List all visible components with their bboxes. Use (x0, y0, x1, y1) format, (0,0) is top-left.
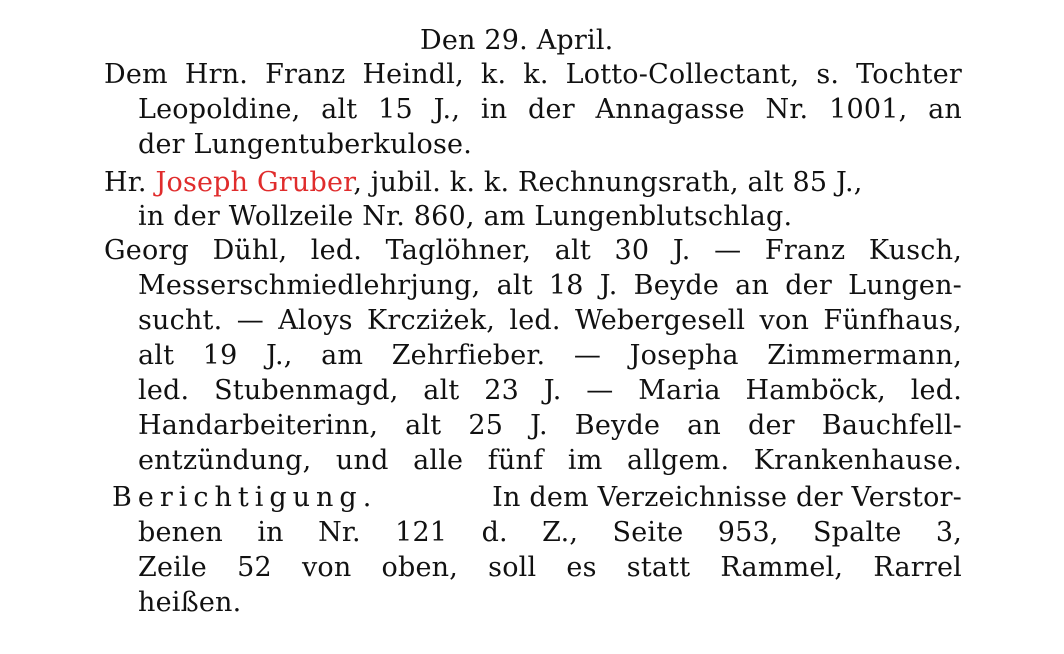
entry-1-line-2: Leopoldine, alt 15 J., in der Annagasse Nr. 1001, an (138, 94, 962, 125)
entry-1-line-3: der Lungentuberkulose. (138, 129, 472, 160)
entry-2-line-1-rest: , jubil. k. k. Rechnungsrath, alt 85 J., (353, 167, 863, 198)
highlighted-name: Joseph Gruber (155, 167, 354, 198)
entry-2-line-2: in der Wollzeile Nr. 860, am Lungenblutschlag. (138, 201, 793, 232)
correction-line-3: Zeile 52 von oben, soll es statt Rammel, Rarrel (138, 552, 962, 583)
correction-label: Berichtigung. (112, 482, 378, 513)
entry-3-line-6: Handarbeiterinn, alt 25 J. Beyde an der Bauchfell- (138, 410, 962, 441)
date-heading: Den 29. April. (420, 25, 614, 56)
entry-3-line-2: Messerschmiedlehrjung, alt 18 J. Beyde an der Lungen- (138, 270, 962, 301)
correction-line-1 (112, 481, 962, 515)
entry-3-line-4: alt 19 J., am Zehrfieber. — Josepha Zimmermann, (138, 340, 962, 371)
entry-3-line-5: led. Stubenmagd, alt 23 J. — Maria Hamböck, led. (138, 375, 962, 406)
entry-1-line-1: Dem Hrn. Franz Heindl, k. k. Lotto-Collectant, s. Tochter (104, 59, 962, 90)
entry-3-line-7: entzündung, und alle fünf im allgem. Krankenhause. (138, 445, 962, 476)
entry-3-line-1: Georg Dühl, led. Taglöhner, alt 30 J. — Franz Kusch, (104, 235, 962, 266)
entry-3-line-3: sucht. — Aloys Krcziżek, led. Webergesell von Fünfhaus, (138, 305, 962, 336)
entry-2-line-1 (104, 166, 863, 200)
correction-line-4: heißen. (138, 587, 242, 618)
correction-line-2: benen in Nr. 121 d. Z., Seite 953, Spalte 3, (138, 517, 962, 548)
entry-2-title: Hr. (104, 167, 147, 198)
correction-line-1-rest: In dem Verzeichnisse der Verstor- (492, 482, 962, 513)
